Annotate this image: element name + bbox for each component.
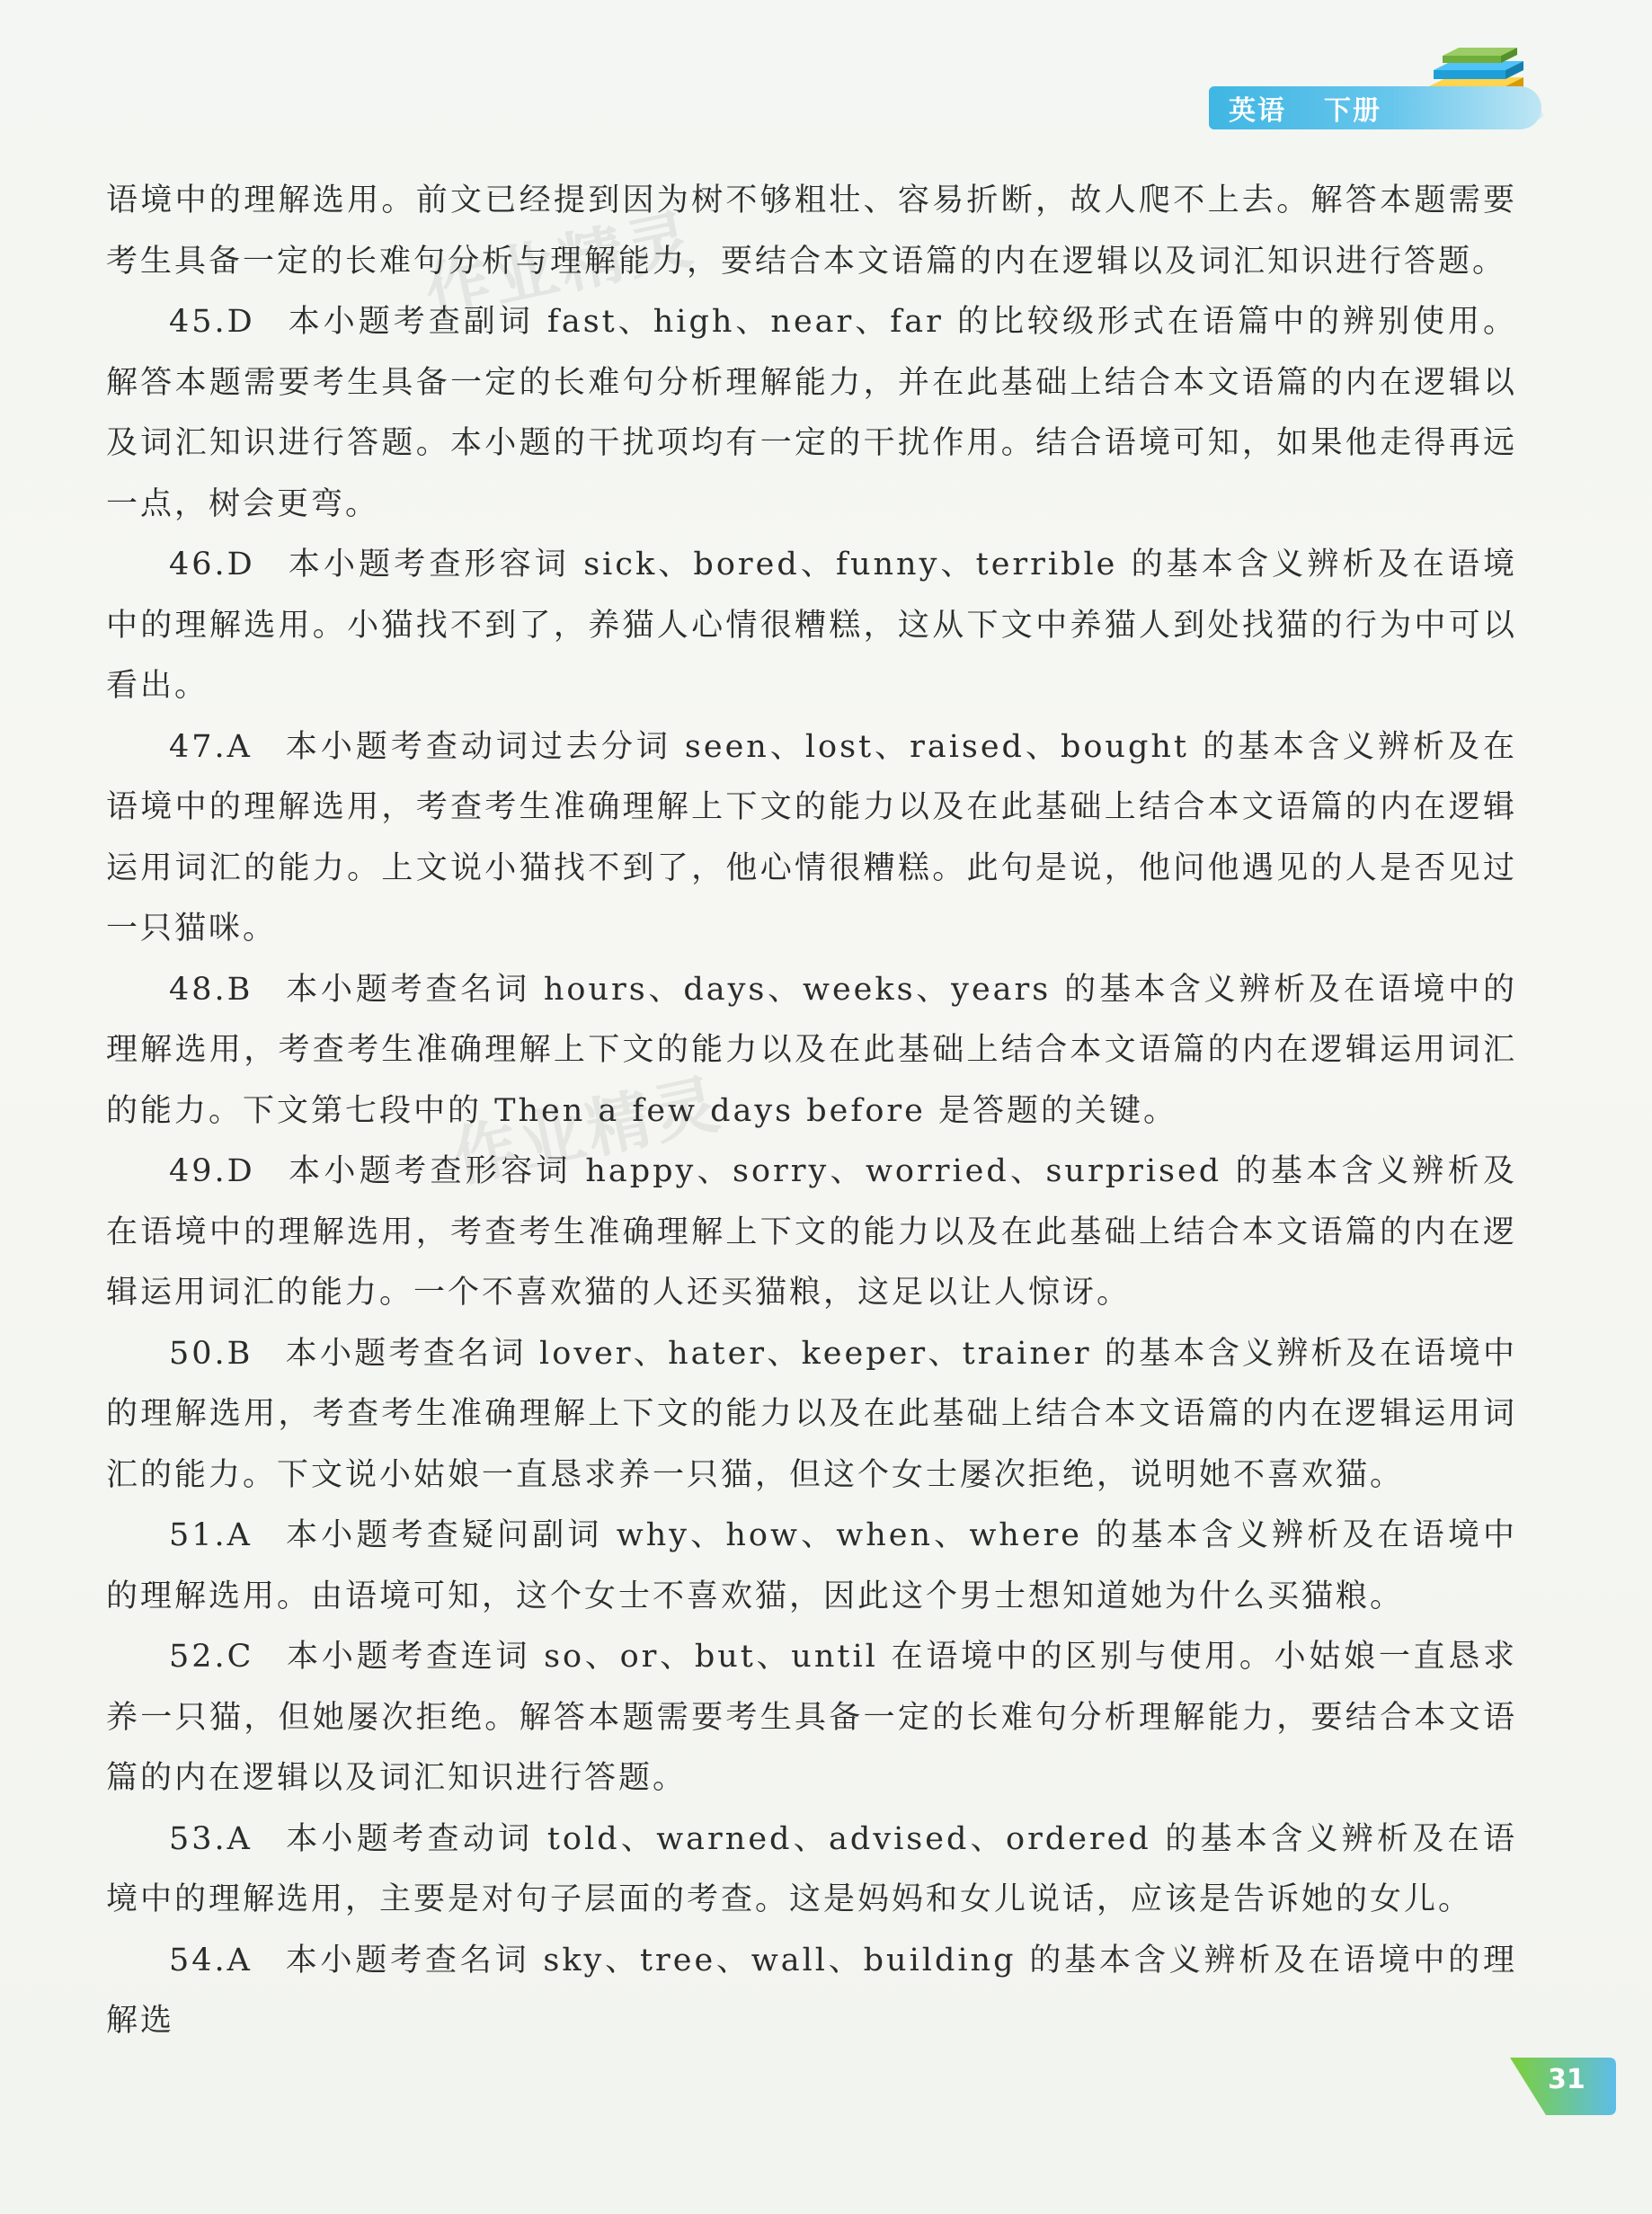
paragraph-text: 语境中的理解选用。前文已经提到因为树不够粗壮、容易折断，故人爬不上去。解答本题需要考生具备一定的长难句分析与理解能力，要结合本文语篇的内在逻辑以及词汇知识进行答题。 — [106, 182, 1517, 280]
paragraph-text: 本小题考查动词过去分词 seen、lost、raised、bought 的基本含义辨析及在语境中的理解选用，考查考生准确理解上下文的能力以及在此基础上结合本文语篇的内在逻辑运用词汇的能力。上文说小猫找不到了，他心情很糟糕。此句是说，他问他遇见的人是否见过一只猫咪。 — [106, 728, 1517, 947]
answer-number: 53.A — [169, 1820, 253, 1857]
header-badge — [1209, 86, 1541, 129]
answer-paragraph-50 — [106, 1324, 1517, 1507]
answer-paragraph-52 — [106, 1627, 1517, 1809]
page-number: 31 — [1548, 2064, 1585, 2095]
paragraph-text: 本小题考查动词 told、warned、advised、ordered 的基本含义辨析及在语境中的理解选用，主要是对句子层面的考查。这是妈妈和女儿说话，应该是告诉她的女儿。 — [106, 1820, 1517, 1917]
answer-number: 47.A — [169, 728, 253, 765]
paragraph-text: 本小题考查名词 hours、days、weeks、years 的基本含义辨析及在语境中的理解选用，考查考生准确理解上下文的能力以及在此基础上结合本文语篇的内在逻辑运用词汇的能力。下文第七段中的 Then a few days before 是答题的关键。 — [106, 971, 1517, 1129]
paragraph-text: 本小题考查形容词 happy、sorry、worried、surprised 的基本含义辨析及在语境中的理解选用，考查考生准确理解上下文的能力以及在此基础上结合本文语篇的内在逻辑运用词汇的能力。一个不喜欢猫的人还买猫粮，这足以让人惊讶。 — [106, 1153, 1517, 1311]
answer-number: 52.C — [169, 1639, 254, 1675]
paragraph-text: 本小题考查连词 so、or、but、until 在语境中的区别与使用。小姑娘一直恳求养一只猫，但她屡次拒绝。解答本题需要考生具备一定的长难句分析理解能力，要结合本文语篇的内在逻辑以及词汇知识进行答题。 — [106, 1639, 1517, 1796]
header-subject: 英语 — [1229, 95, 1286, 127]
answer-explanations — [106, 171, 1517, 2052]
answer-number: 51.A — [169, 1517, 253, 1553]
answer-number: 45.D — [169, 304, 255, 340]
answer-paragraph-46 — [106, 535, 1517, 717]
answer-paragraph-54 — [106, 1931, 1517, 2052]
paragraph-text: 本小题考查形容词 sick、bored、funny、terrible 的基本含义辨析及在语境中的理解选用。小猫找不到了，养猫人心情很糟糕，这从下文中养猫人到处找猫的行为中可以看出。 — [106, 547, 1517, 704]
answer-number: 50.B — [169, 1335, 253, 1372]
answer-number: 46.D — [169, 547, 255, 582]
paragraph-text: 本小题考查名词 lover、hater、keeper、trainer 的基本含义辨析及在语境中的理解选用，考查考生准确理解上下文的能力以及在此基础上结合本文语篇的内在逻辑运用词汇的能力。下文说小姑娘一直恳求养一只猫，但这个女士屡次拒绝，说明她不喜欢猫。 — [106, 1335, 1517, 1493]
answer-number: 49.D — [169, 1153, 255, 1189]
answer-number: 48.B — [169, 971, 253, 1008]
paragraph-text: 本小题考查名词 sky、tree、wall、building 的基本含义辨析及在语境中的理解选 — [106, 1942, 1517, 2039]
answer-paragraph-53 — [106, 1809, 1517, 1931]
answer-paragraph-45 — [106, 292, 1517, 535]
answer-paragraph-51 — [106, 1506, 1517, 1627]
answer-paragraph-47 — [106, 717, 1517, 960]
header-volume: 下册 — [1324, 95, 1381, 127]
paragraph-text: 本小题考查疑问副词 why、how、when、where 的基本含义辨析及在语境中的理解选用。由语境可知，这个女士不喜欢猫，因此这个男士想知道她为什么买猫粮。 — [106, 1517, 1517, 1614]
paragraph-text: 本小题考查副词 fast、high、near、far 的比较级形式在语篇中的辨别使用。解答本题需要考生具备一定的长难句分析理解能力，并在此基础上结合本文语篇的内在逻辑以及词汇知识进行答题。本小题的干扰项均有一定的干扰作用。结合语境可知，如果他走得再远一点，树会更弯。 — [106, 304, 1517, 522]
paragraph-continued — [106, 171, 1517, 292]
answer-number: 54.A — [169, 1942, 253, 1978]
answer-paragraph-49 — [106, 1142, 1517, 1324]
answer-paragraph-48 — [106, 960, 1517, 1143]
